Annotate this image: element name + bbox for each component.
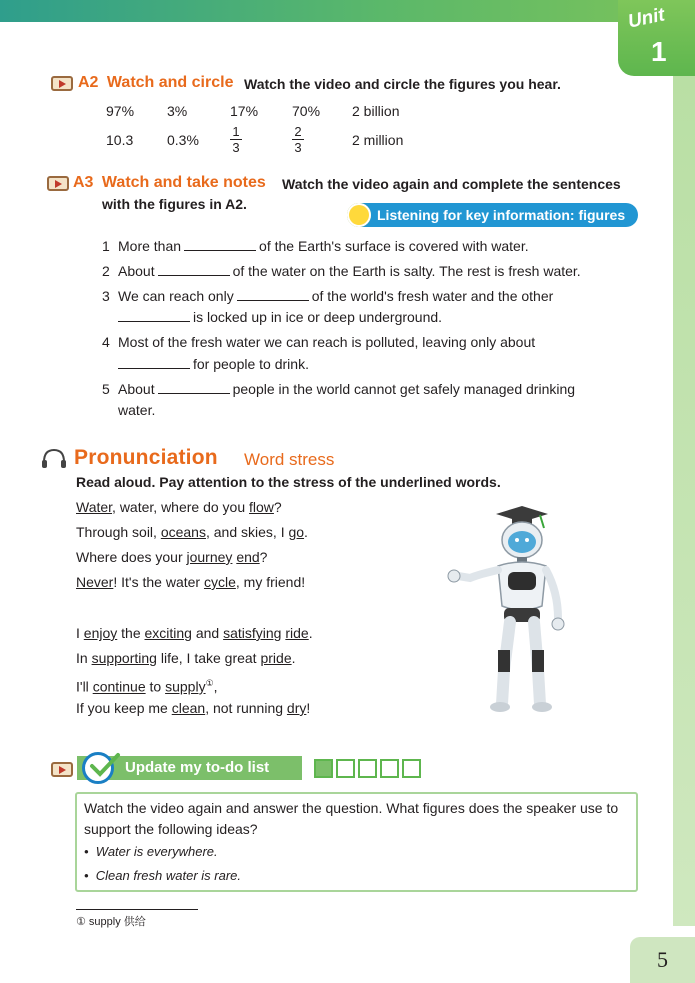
bullet-text: Clean fresh water is rare. — [95, 868, 242, 883]
sentence-number: 1 — [102, 238, 110, 254]
pronunciation-subtitle: Word stress — [244, 450, 335, 469]
stressed-word: pride — [260, 650, 292, 666]
todo-box — [75, 792, 638, 892]
poem-text: , not running — [205, 700, 287, 716]
footnote-divider — [76, 909, 198, 910]
poem-text: Through soil, — [76, 524, 161, 540]
footnote-marker[interactable]: ① — [205, 678, 214, 688]
progress-square — [358, 759, 377, 778]
sentence-3-cont — [115, 307, 442, 328]
video-icon[interactable] — [47, 176, 69, 191]
answer-blank[interactable] — [118, 309, 190, 322]
a3-heading — [73, 174, 266, 192]
poem-text: ! It's the water — [113, 574, 204, 590]
pronunciation-title: Pronunciation — [74, 446, 218, 469]
stressed-word: satisfying — [223, 625, 282, 641]
sentence-text: of the water on the Earth is salty. The rest is fresh water. — [232, 263, 581, 279]
answer-blank[interactable] — [118, 356, 190, 369]
sentence-text: We can reach only — [118, 288, 234, 304]
sentence-5 — [102, 379, 575, 400]
todo-question: Watch the video again and answer the question. What figures does the speaker use to support the following ideas? — [84, 800, 619, 837]
sentence-3 — [102, 286, 553, 307]
headphones-icon — [40, 448, 68, 470]
answer-blank[interactable] — [158, 263, 230, 276]
figure-10-3[interactable]: 10.3 — [106, 132, 134, 148]
stressed-word: flow — [249, 499, 274, 515]
sentence-text: of the Earth's surface is covered with water. — [259, 238, 529, 254]
sentence-text: About — [118, 263, 155, 279]
unit-number: 1 — [651, 36, 667, 67]
frac2-den: 3 — [292, 139, 304, 155]
a2-instruction: Watch the video and circle the figures you hear. — [244, 76, 561, 92]
stressed-word: dry — [286, 700, 307, 716]
poem-text: If you keep me — [76, 700, 172, 716]
sentence-text: people in the world cannot get safely managed drinking — [232, 381, 576, 397]
side-strip — [673, 76, 695, 926]
answer-blank[interactable] — [184, 238, 256, 251]
poem-text: . — [304, 524, 308, 540]
a2-heading — [78, 74, 233, 92]
poem-text: . — [291, 650, 296, 666]
unit-label: Unit — [626, 4, 667, 33]
stressed-word: cycle — [203, 574, 236, 590]
a3-code: A3 — [73, 174, 94, 191]
poem-text: , my friend! — [235, 574, 306, 590]
sentence-number: 2 — [102, 263, 110, 279]
sentence-text: is locked up in ice or deep underground. — [193, 309, 443, 325]
stressed-word: enjoy — [83, 625, 118, 641]
stressed-word: supply — [165, 678, 206, 695]
check-tick-icon — [86, 752, 122, 780]
tip-pill: Listening for key information: figures — [347, 203, 638, 227]
todo-bullet-2: • Clean fresh water is rare. — [84, 868, 242, 883]
poem-text: I — [76, 625, 84, 641]
poem-line-8 — [76, 696, 310, 721]
figure-0-3[interactable]: 0.3% — [167, 132, 199, 148]
bullet-text: Water is everywhere. — [95, 844, 218, 859]
figure-17[interactable]: 17% — [230, 103, 259, 119]
stressed-word: clean — [171, 700, 206, 716]
poem-line-1 — [76, 495, 282, 520]
sentence-number: 3 — [102, 288, 110, 304]
frac1-den: 3 — [230, 139, 242, 155]
poem-text: life, I take great — [156, 650, 261, 666]
poem-text: I'll — [76, 678, 93, 695]
frac1-num: 1 — [232, 124, 240, 139]
top-color-band — [0, 0, 695, 22]
poem-line-2 — [76, 520, 308, 545]
lightbulb-icon — [347, 203, 371, 227]
sentence-2 — [102, 261, 581, 282]
stressed-word: ride — [285, 625, 309, 641]
sentence-text: Most of the fresh water we can reach is polluted, leaving only about — [118, 334, 536, 350]
sentence-1 — [102, 236, 529, 257]
pronunciation-instruction: Read aloud. Pay attention to the stress of the underlined words. — [76, 474, 501, 490]
sentence-4-cont — [115, 354, 309, 375]
sentence-5-cont: water. — [118, 402, 156, 418]
poem-line-3 — [76, 545, 267, 570]
todo-bullet-1: • Water is everywhere. — [84, 844, 218, 859]
poem-text: Where does your — [76, 549, 187, 565]
stressed-word: exciting — [144, 625, 192, 641]
poem-text: ? — [273, 499, 282, 515]
a3-instruction-1: Watch the video again and complete the sentences — [282, 176, 621, 192]
progress-square — [336, 759, 355, 778]
stressed-word: go — [288, 524, 305, 540]
poem-text: and — [191, 625, 224, 641]
progress-square-filled — [314, 759, 333, 778]
answer-blank[interactable] — [158, 381, 230, 394]
sentence-number: 4 — [102, 334, 110, 350]
a3-instruction-2: with the figures in A2. — [102, 196, 247, 212]
poem-text: ? — [259, 549, 268, 565]
answer-blank[interactable] — [237, 288, 309, 301]
todo-title: Update my to-do list — [77, 756, 302, 780]
stressed-word: journey — [186, 549, 233, 565]
poem-line-5 — [76, 621, 313, 646]
figure-97[interactable]: 97% — [106, 103, 135, 119]
video-icon[interactable] — [51, 762, 73, 777]
frac2-num: 2 — [294, 124, 302, 139]
a2-title: Watch and circle — [106, 74, 234, 91]
a2-code: A2 — [78, 74, 99, 91]
poem-text: , and skies, I — [205, 524, 289, 540]
poem-line-6 — [76, 646, 296, 671]
poem-text: to — [145, 678, 166, 695]
stressed-word: continue — [92, 678, 146, 695]
sentence-4 — [102, 332, 535, 353]
page-number: 5 — [630, 937, 695, 983]
poem-line-4 — [76, 570, 305, 595]
figure-2-million[interactable]: 2 million — [352, 132, 404, 148]
a3-title: Watch and take notes — [101, 174, 266, 191]
progress-square — [402, 759, 421, 778]
sentence-text: for people to drink. — [193, 356, 309, 372]
figure-2-billion[interactable]: 2 billion — [352, 103, 400, 119]
poem-text: , — [213, 678, 218, 695]
stressed-word: supporting — [91, 650, 157, 666]
stressed-word: end — [236, 549, 260, 565]
stressed-word: Never — [76, 574, 114, 590]
robot-illustration — [440, 500, 580, 715]
footnote: ① supply 供给 — [76, 916, 146, 928]
poem-text: the — [117, 625, 145, 641]
poem-text: . — [308, 625, 313, 641]
poem-text: In — [76, 650, 92, 666]
progress-square — [380, 759, 399, 778]
sentence-number: 5 — [102, 381, 110, 397]
sentence-text: About — [118, 381, 155, 397]
video-icon[interactable] — [51, 76, 73, 91]
poem-text: , water, where do you — [112, 499, 250, 515]
figure-two-thirds[interactable] — [292, 124, 304, 155]
figure-one-third[interactable] — [230, 124, 242, 155]
sentence-text: More than — [118, 238, 182, 254]
stressed-word: Water — [76, 499, 113, 515]
figure-70[interactable]: 70% — [292, 103, 321, 119]
figure-3[interactable]: 3% — [167, 103, 188, 119]
sentence-text: of the world's fresh water and the other — [311, 288, 554, 304]
stressed-word: oceans — [160, 524, 206, 540]
unit-tab — [618, 0, 695, 76]
poem-text: ! — [306, 700, 311, 716]
